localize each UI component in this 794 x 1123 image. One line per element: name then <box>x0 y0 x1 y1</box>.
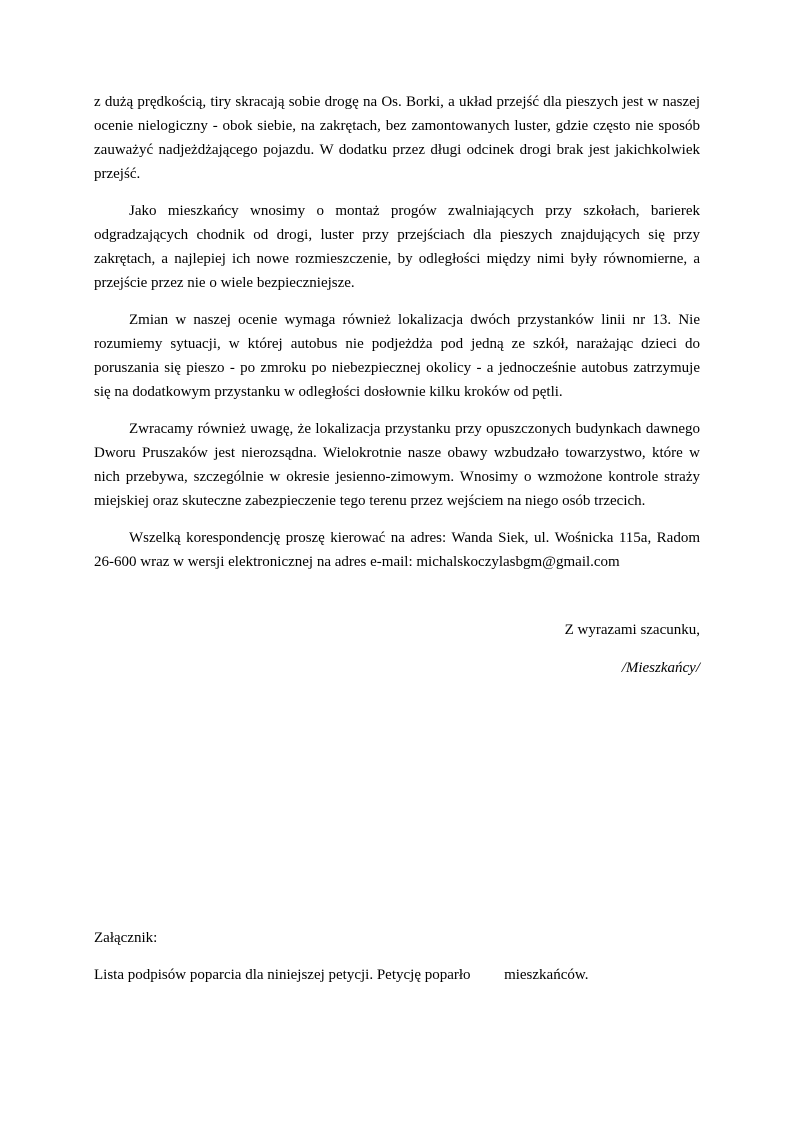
attachment-text-after-count: mieszkańców. <box>504 967 589 983</box>
paragraph-correspondence-address <box>94 526 700 574</box>
contact-email: michalskoczylasbgm@gmail.com <box>416 554 620 570</box>
attachment-label: Załącznik: <box>94 930 158 946</box>
closing-salutation: Z wyrazami szacunku, <box>564 622 700 638</box>
paragraph-bus-stops-line-13: Zmian w naszej ocenie wymaga również lokalizacja dwóch przystanków linii nr 13. Nie rozumiemy sytuacji, w której autobus nie podjeżdża pod jedną ze szkół, narażając dzieci do poruszania się pieszo - po zmroku po niebezpiecznej okolicy - a jednocześnie autobus zatrzymuje się na dodatkowym przystanku w odległości dosłownie kilku kroków od pętli. <box>94 312 700 400</box>
attachment-description <box>94 963 700 987</box>
attachment-text-before-count: Lista podpisów poparcia dla niniejszej petycji. Petycję poparło <box>94 967 471 983</box>
paragraph-abandoned-buildings: Zwracamy również uwagę, że lokalizacja przystanku przy opuszczonych budynkach dawnego Dworu Pruszaków jest nierozsądna. Wielokrotnie nasze obawy wzbudzało towarzystwo, które w nich przebywa, szczególnie w okresie jesienno-zimowym. Wnosimy o wzmożone kontrole straży miejskiej oraz skuteczne zabezpieczenie tego terenu przez wejściem na niego osób trzecich. <box>94 421 700 509</box>
paragraph-road-safety: z dużą prędkością, tiry skracają sobie drogę na Os. Borki, a układ przejść dla pieszych jest w naszej ocenie nielogiczny - obok siebie, na zakrętach, bez zamontowanych luster, gdzie często nie sposób zauważyć nadjeżdżającego pojazdu. W dodatku przez długi odcinek drogi brak jest jakichkolwiek przejść. <box>94 94 700 182</box>
signature-mieszkancy: /Mieszkańcy/ <box>621 660 700 676</box>
paragraph-speed-bumps-request: Jako mieszkańcy wnosimy o montaż progów zwalniających przy szkołach, barierek odgradzających chodnik od drogi, luster przy przejściach dla pieszych znajdujących się przy zakrętach, a najlepiej ich nowe rozmieszczenie, by odległości między nimi były równomierne, a przejście przez nie o wiele bezpieczniejsze. <box>94 203 700 291</box>
correspondence-address-text: Wszelką korespondencję proszę kierować na adres: Wanda Siek, ul. Wośnicka 115a, Radom 26-600 wraz w wersji elektronicznej na adres e-mail: <box>94 530 700 570</box>
